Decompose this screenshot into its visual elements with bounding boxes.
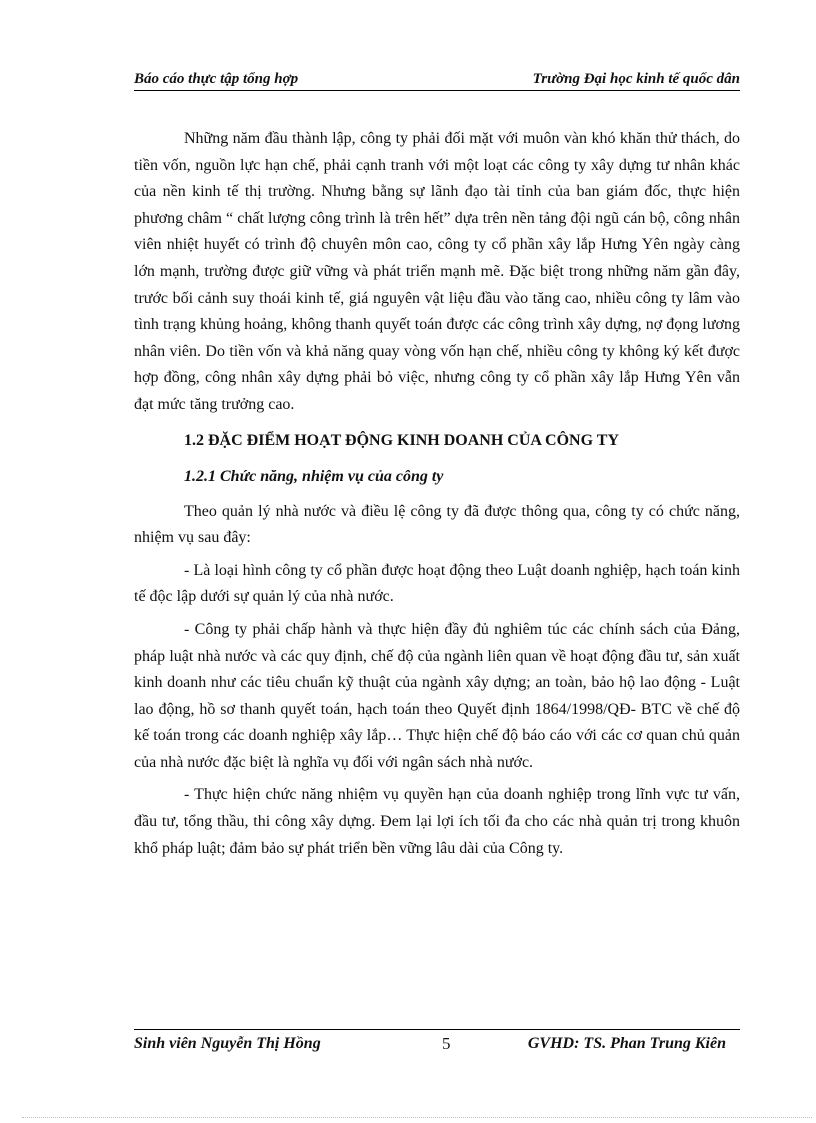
paragraph-history: Những năm đầu thành lập, công ty phải đối mặt với muôn vàn khó khăn thử thách, do tiền vốn, nguồn lực hạn chế, phải cạnh tranh với một loạt các công ty xây dựng tư nhân khác của nền kinh tế thị trường. Nhưng bằng sự lãnh đạo tài tỉnh của ban giám đốc, thực hiện phương châm “ chất lượng công trình là trên hết” dựa trên nền tảng đội ngũ cán bộ, công nhân viên nhiệt huyết có trình độ chuyên môn cao, công ty cổ phần xây lắp Hưng Yên ngày càng lớn mạnh, trường được giữ vững và phát triển mạnh mẽ. Đặc biệt trong những năm gần đây, trước bối cảnh suy thoái kinh tế, giá nguyên vật liệu đầu vào tăng cao, nhiều công ty lâm vào tình trạng khủng hoảng, không thanh quyết toán được các công trình xây dựng, nợ đọng lương nhân viên. Do tiền vốn và khả năng quay vòng vốn hạn chế, nhiều công ty không ký kết được hợp đồng, công nhân xây dựng phải bỏ việc, nhưng công ty cổ phần xây lắp Hưng Yên vẫn đạt mức tăng trưởng cao. xyxy=(134,130,740,413)
page-body xyxy=(134,126,740,868)
page-header xyxy=(134,70,740,91)
page-bottom-divider xyxy=(22,1117,812,1118)
footer-supervisor: GVHD: TS. Phan Trung Kiên xyxy=(527,1035,726,1052)
paragraph-intro: Theo quản lý nhà nước và điều lệ công ty đã được thông qua, công ty có chức năng, nhiệm vụ sau đây: xyxy=(134,502,740,547)
page-footer xyxy=(134,1029,740,1058)
header-university: Trường Đại học kinh tế quốc dân xyxy=(532,71,740,87)
paragraph-item-1: - Là loại hình công ty cổ phần được hoạt động theo Luật doanh nghiệp, hạch toán kinh tế độc lập dưới sự quản lý của nhà nước. xyxy=(134,561,740,606)
page-number: 5 xyxy=(442,1034,451,1053)
footer-student: Sinh viên Nguyễn Thị Hồng xyxy=(134,1035,321,1052)
paragraph-item-3: - Thực hiện chức năng nhiệm vụ quyền hạn của doanh nghiệp trong lĩnh vực tư vấn, đầu tư, tổng thầu, thi công xây dựng. Đem lại lợi ích tối đa cho các nhà quản trị trong khuôn khổ pháp luật; đảm bảo sự phát triển bền vững lâu dài của Công ty. xyxy=(134,786,740,857)
header-report-title: Báo cáo thực tập tổng hợp xyxy=(134,71,299,87)
paragraph-item-2: - Công ty phải chấp hành và thực hiện đầy đủ nghiêm túc các chính sách của Đảng, pháp luật nhà nước và các quy định, chế độ của ngành liên quan về hoạt động đầu tư, sản xuất kinh doanh như các tiêu chuẩn kỹ thuật của ngành xây dựng; an toàn, bảo hộ lao động - Luật lao động, hồ sơ thanh quyết toán, hạch toán theo Quyết định 1864/1998/QĐ- BTC về chế độ kế toán trong các doanh nghiệp xây lắp… Thực hiện chế độ báo cáo với các cơ quan chủ quản của nhà nước đặc biệt là nghĩa vụ đối với ngân sách nhà nước. xyxy=(134,620,740,771)
section-heading: 1.2 ĐẶC ĐIỂM HOẠT ĐỘNG KINH DOANH CỦA CÔNG TY xyxy=(184,431,619,449)
subsection-heading: 1.2.1 Chức năng, nhiệm vụ của công ty xyxy=(184,467,444,485)
